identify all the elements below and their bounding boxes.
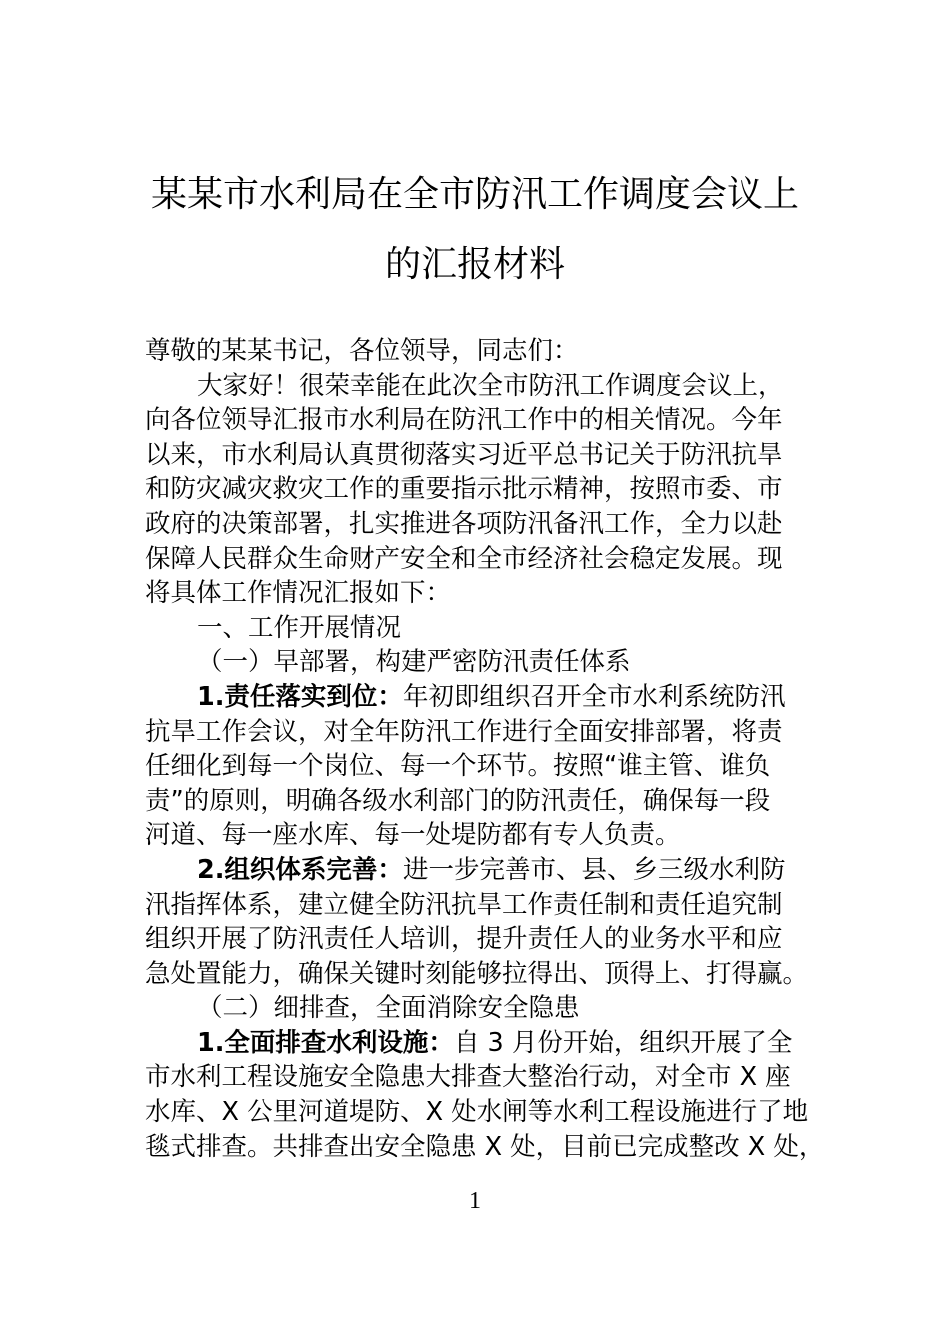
text-line xyxy=(145,403,810,438)
document-body xyxy=(145,334,825,1164)
text-line xyxy=(145,472,810,507)
text-line xyxy=(145,1060,810,1095)
text-line xyxy=(145,715,810,750)
paragraph xyxy=(145,991,810,1026)
text-line xyxy=(145,991,810,1026)
bold-lead: 1.责任落实到位： xyxy=(197,681,403,712)
line-text: 年初即组织召开全市水利系统防汛 xyxy=(402,681,786,712)
line-text: 向各位领导汇报市水利局在防汛工作中的相关情况。今年 xyxy=(145,405,783,436)
title-line-2: 的汇报材料 xyxy=(384,244,565,285)
text-line xyxy=(145,507,810,542)
paragraph xyxy=(145,369,810,611)
line-text: 尊敬的某某书记，各位领导，同志们： xyxy=(145,336,579,366)
page-number: 1 xyxy=(469,1188,481,1214)
text-line xyxy=(145,334,810,369)
text-line xyxy=(145,1026,810,1061)
line-text: 进一步完善市、县、乡三级水利防 xyxy=(402,854,786,885)
line-text: 水库、X 公里河道堤防、X 处水闸等水利工程设施进行了地 xyxy=(145,1097,809,1128)
text-line xyxy=(145,645,810,680)
paragraph xyxy=(145,611,810,646)
line-text: 毯式排查。共排查出安全隐患 X 处，目前已完成整改 X 处， xyxy=(145,1131,825,1162)
line-text: （一）早部署，构建严密防汛责任体系 xyxy=(197,647,631,678)
line-text: 河道、每一座水库、每一处堤防都有专人负责。 xyxy=(145,820,681,851)
line-text: 政府的决策部署，扎实推进各项防汛备汛工作，全力以赴 xyxy=(145,508,783,539)
text-line xyxy=(145,611,810,646)
line-text: 抗旱工作会议，对全年防汛工作进行全面安排部署，将责 xyxy=(145,716,783,747)
line-text: 组织开展了防汛责任人培训，提升责任人的业务水平和应 xyxy=(145,924,783,955)
text-line xyxy=(145,438,810,473)
line-text: 汛指挥体系，建立健全防汛抗旱工作责任制和责任追究制 xyxy=(145,889,783,920)
text-line xyxy=(145,1095,810,1130)
text-line xyxy=(145,784,810,819)
text-line xyxy=(145,922,810,957)
line-text: 以来，市水利局认真贯彻落实习近平总书记关于防汛抗旱 xyxy=(145,439,783,470)
text-line xyxy=(145,369,810,404)
text-line xyxy=(145,818,810,853)
text-line xyxy=(145,680,810,715)
line-text: 急处置能力，确保关键时刻能够拉得出、顶得上、打得赢。 xyxy=(145,958,809,989)
line-text: 任细化到每一个岗位、每一个环节。按照“谁主管、谁负 xyxy=(145,751,771,782)
line-text: 市水利工程设施安全隐患大排查大整治行动，对全市 X 座 xyxy=(145,1062,791,1093)
line-text: 大家好！很荣幸能在此次全市防汛工作调度会议上， xyxy=(197,370,784,401)
paragraph xyxy=(145,645,810,680)
line-text: 一、工作开展情况 xyxy=(197,612,402,643)
paragraph xyxy=(145,1026,825,1164)
text-line xyxy=(145,749,810,784)
line-text: 自 3 月份开始，组织开展了全 xyxy=(453,1027,793,1058)
title-line-1: 某某市水利局在全市防汛工作调度会议上 xyxy=(150,174,799,215)
paragraph xyxy=(145,334,810,369)
text-line xyxy=(145,853,810,888)
text-line xyxy=(145,1130,825,1165)
line-text: 责”的原则，明确各级水利部门的防汛责任，确保每一段 xyxy=(145,785,771,816)
text-line xyxy=(145,957,810,992)
bold-lead: 2.组织体系完善： xyxy=(197,854,403,885)
text-line xyxy=(145,888,810,923)
text-line xyxy=(145,542,810,577)
line-text: 将具体工作情况汇报如下： xyxy=(145,578,452,609)
line-text: （二）细排查，全面消除安全隐患 xyxy=(197,993,580,1024)
line-text: 保障人民群众生命财产安全和全市经济社会稳定发展。现 xyxy=(145,543,783,574)
text-line xyxy=(145,576,810,611)
document-title xyxy=(0,160,950,300)
paragraph xyxy=(145,680,810,853)
paragraph xyxy=(145,853,810,991)
line-text: 和防灾减灾救灾工作的重要指示批示精神，按照市委、市 xyxy=(145,474,783,505)
bold-lead: 1.全面排查水利设施： xyxy=(197,1027,454,1058)
